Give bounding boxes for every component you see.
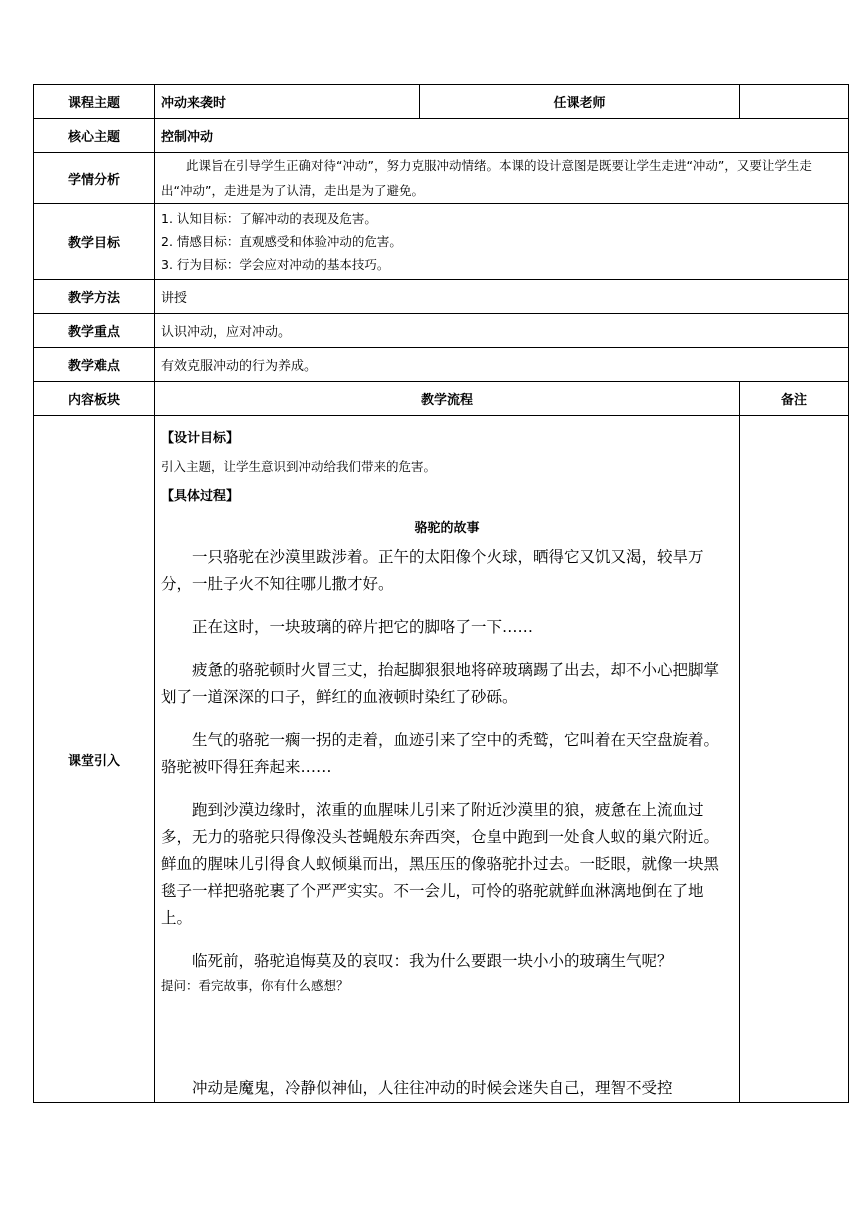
row-columns-header [34, 382, 849, 416]
analysis-label: 学情分析 [34, 153, 155, 204]
core-label: 核心主题 [34, 119, 155, 153]
difficulty-value: 有效克服冲动的行为养成。 [155, 348, 849, 382]
objective-item: 2. 情感目标：直观感受和体验冲动的危害。 [161, 234, 402, 249]
analysis-value: 此课旨在引导学生正确对待“冲动”，努力克服冲动情绪。本课的设计意图是既要让学生走进“冲动”，又要让学生走出“冲动”，走进是为了认清，走出是为了避免。 [155, 153, 849, 204]
objective-item: 1. 认知目标：了解冲动的表现及危害。 [161, 211, 377, 226]
row-core [34, 119, 849, 153]
objective-item: 3. 行为目标：学会应对冲动的基本技巧。 [161, 257, 390, 272]
design-goal-title: 【设计目标】 [161, 431, 240, 446]
objectives-list [155, 204, 849, 280]
difficulty-label: 教学难点 [34, 348, 155, 382]
row-method [34, 280, 849, 314]
objectives-label: 教学目标 [34, 204, 155, 280]
method-label: 教学方法 [34, 280, 155, 314]
question-text: 提问：看完故事，你有什么感想？ [161, 978, 349, 993]
row-key-point [34, 314, 849, 348]
col-note-header: 备注 [740, 382, 849, 416]
key-point-label: 教学重点 [34, 314, 155, 348]
story-paragraph: 临死前，骆驼追悔莫及的哀叹：我为什么要跟一块小小的玻璃生气呢？ [192, 952, 673, 970]
row-topic [34, 85, 849, 119]
intro-content [155, 416, 740, 1103]
topic-value: 冲动来袭时 [155, 85, 420, 119]
row-intro [34, 416, 849, 1103]
closing-text: 冲动是魔鬼，冷静似神仙，人往往冲动的时候会迷失自己，理智不受控 [192, 1079, 673, 1097]
teacher-value [740, 85, 849, 119]
row-objectives [34, 204, 849, 280]
story-paragraph: 正在这时，一块玻璃的碎片把它的脚咯了一下…… [192, 618, 534, 636]
design-goal-text: 引入主题，让学生意识到冲动给我们带来的危害。 [161, 459, 437, 474]
intro-note [740, 416, 849, 1103]
story-paragraph: 跑到沙漠边缘时，浓重的血腥味儿引来了附近沙漠里的狼，疲惫在上流血过多，无力的骆驼只得像没头苍蝇般东奔西突，仓皇中跑到一处食人蚁的巢穴附近。鲜血的腥味儿引得食人蚁倾巢而出，黑压压的像骆驼扑过去。一眨眼，就像一块黑毯子一样把骆驼裹了个严严实实。不一会儿，可怜的骆驼就鲜血淋漓地倒在了地上。 [161, 801, 720, 927]
method-value: 讲授 [155, 280, 849, 314]
story-title: 骆驼的故事 [414, 521, 480, 536]
col-block-header: 内容板块 [34, 382, 155, 416]
process-title: 【具体过程】 [161, 489, 240, 504]
row-analysis [34, 153, 849, 204]
core-value: 控制冲动 [155, 119, 849, 153]
col-flow-header: 教学流程 [155, 382, 740, 416]
lesson-plan-sheet [33, 84, 848, 1103]
teacher-label: 任课老师 [420, 85, 740, 119]
row-difficulty [34, 348, 849, 382]
topic-label: 课程主题 [34, 85, 155, 119]
story-paragraph: 一只骆驼在沙漠里跋涉着。正午的太阳像个火球，晒得它又饥又渴，较旱万分，一肚子火不知往哪儿撒才好。 [161, 548, 704, 593]
lesson-plan-table [33, 84, 849, 1103]
story-paragraph: 生气的骆驼一瘸一拐的走着，血迹引来了空中的秃鹫，它叫着在天空盘旋着。骆驼被吓得狂奔起来…… [161, 731, 720, 776]
intro-label: 课堂引入 [34, 416, 155, 1103]
story-paragraph: 疲惫的骆驼顿时火冒三丈，抬起脚狠狠地将碎玻璃踢了出去，却不小心把脚掌划了一道深深的口子，鲜红的血液顿时染红了砂砾。 [161, 661, 720, 706]
key-point-value: 认识冲动，应对冲动。 [155, 314, 849, 348]
